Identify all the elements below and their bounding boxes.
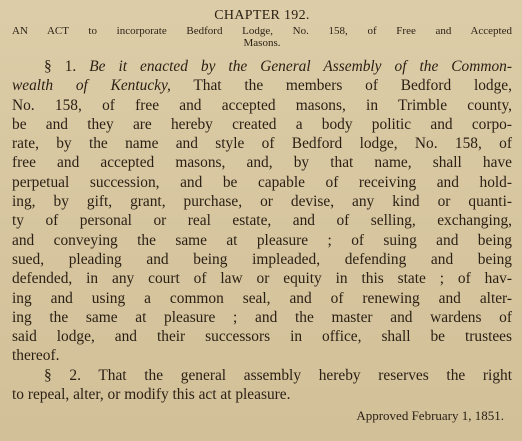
section-1-line-15: said lodge, and their successors in office, shall be trustees <box>12 328 512 346</box>
section-1-line-10: and conveying the same at pleasure ; of suing and being <box>12 231 512 249</box>
section-1-marker: § 1. <box>44 58 77 75</box>
enacting-clause-part-1: Be it enacted by the General Assembly of the Common- <box>89 58 512 75</box>
section-1-line-12: defended, in any court of law or equity in this state ; of hav- <box>12 270 512 288</box>
act-title-line-1: AN ACT to incorporate Bedford Lodge, No. 158, of Free and Accepted <box>12 25 512 37</box>
section-1-line-14: ing the same at pleasure ; and the master and wardens of <box>12 308 512 326</box>
section-1-line-3: No. 158, of free and accepted masons, in Trimble county, <box>12 96 512 114</box>
section-2-line-1: § 2. That the general assembly hereby reserves the right <box>44 366 512 384</box>
approval-date: Approved February 1, 1851. <box>356 408 504 424</box>
section-1-line-11: sued, pleading and being impleaded, defending and being <box>12 250 512 268</box>
section-1-line-2 <box>12 76 512 95</box>
section-2 <box>12 366 512 405</box>
section-1-line-2-rest: That the members of Bedford lodge, <box>193 77 512 95</box>
section-2-last-line: to repeal, alter, or modify this act at pleasure. <box>12 386 291 404</box>
section-1-line-7: perpetual succession, and be capable of receiving and hold- <box>12 173 512 191</box>
section-1-line-9: ty of personal or real estate, and of selling, exchanging, <box>12 212 512 230</box>
section-1 <box>12 57 512 366</box>
section-1-line-5: rate, by the name and style of Bedford lodge, No. 158, of <box>12 135 512 153</box>
section-1-line-4: be and they are hereby created a body politic and corpo- <box>12 115 512 133</box>
section-1-line-8: ing, by gift, grant, purchase, or devise, any kind or quanti- <box>12 193 512 211</box>
enacting-clause-part-2: wealth of Kentucky, <box>12 77 171 95</box>
act-title-line-2: Masons. <box>243 37 281 49</box>
section-1-line-13: ing and using a common seal, and of renewing and alter- <box>12 289 512 307</box>
chapter-heading: CHAPTER 192. <box>214 8 310 23</box>
section-1-line-6: free and accepted masons, and, by that name, shall have <box>12 154 512 172</box>
section-1-line-1 <box>12 57 512 76</box>
section-1-last-line: thereof. <box>12 347 60 365</box>
